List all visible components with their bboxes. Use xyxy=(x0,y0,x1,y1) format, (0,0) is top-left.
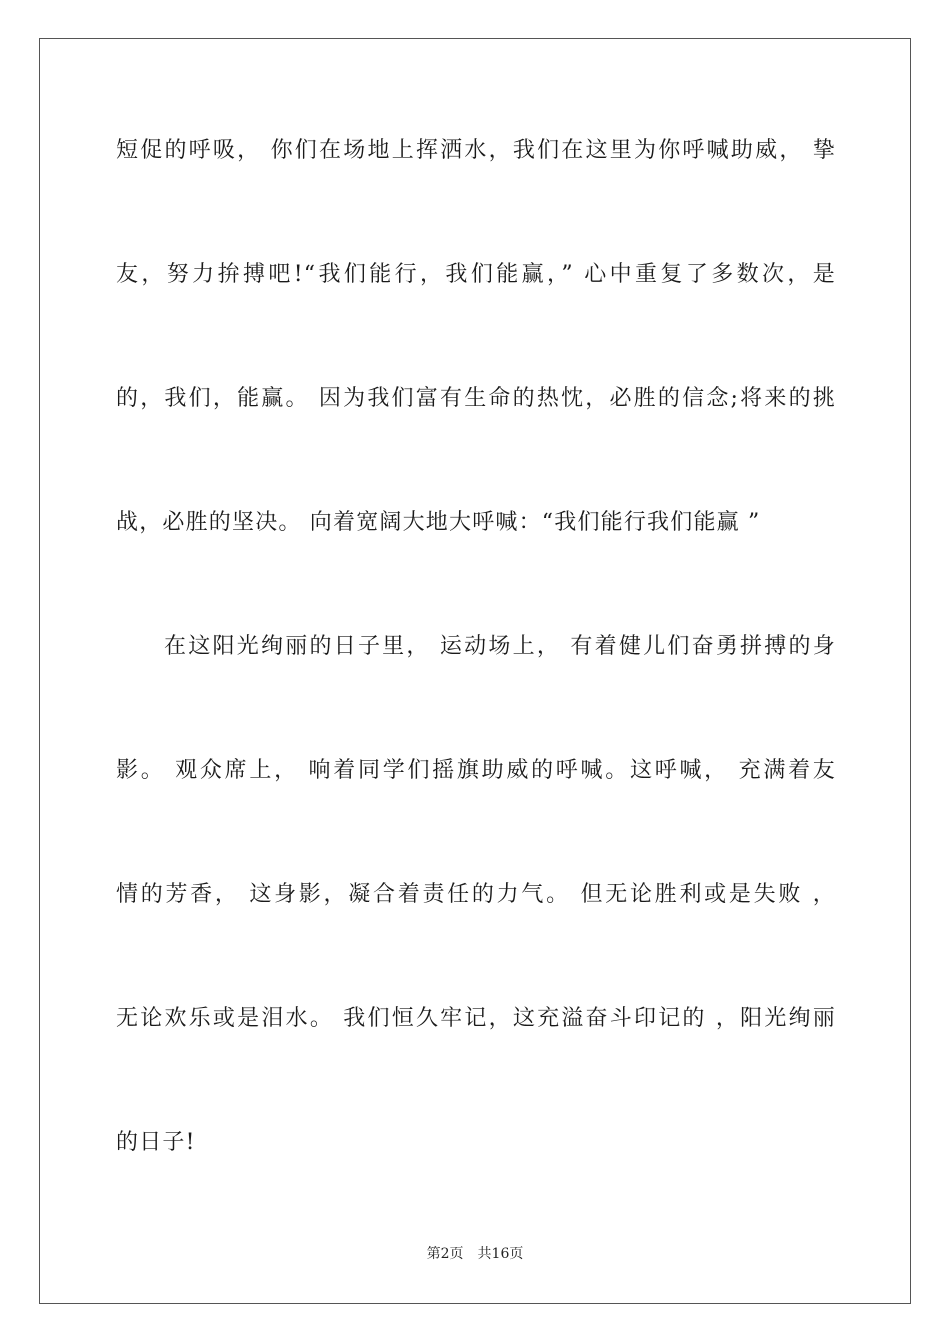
text-line-5: 在这阳光绚丽的日子里， 运动场上， 有着健儿们奋勇拼搏的身 xyxy=(164,634,836,659)
text-line-6: 影。 观众席上， 响着同学们摇旗助威的呼喊。这呼喊， 充满着友 xyxy=(116,758,836,783)
text-line-7: 情的芳香， 这身影，凝合着责任的力气。 但无论胜利或是失败 ， xyxy=(116,882,836,907)
page-number: 第2页 xyxy=(426,1246,464,1262)
text-line-4: 战，必胜的坚决。 向着宽阔大地大呼喊：“我们能行我们能赢 ” xyxy=(116,510,761,535)
text-line-9: 的日子! xyxy=(116,1130,196,1155)
text-line-8: 无论欢乐或是泪水。 我们恒久牢记，这充溢奋斗印记的 ，阳光绚丽 xyxy=(116,1006,836,1031)
text-line-1: 短促的呼吸， 你们在场地上挥洒水，我们在这里为你呼喊助威， 挚 xyxy=(116,138,836,163)
page-footer xyxy=(0,1244,950,1264)
page-frame xyxy=(39,38,911,1304)
page-total: 共16页 xyxy=(477,1246,524,1262)
text-line-3: 的，我们，能赢。 因为我们富有生命的热忱，必胜的信念;将来的挑 xyxy=(116,386,836,411)
text-line-2: 友，努力拚搏吧!“我们能行，我们能赢，” 心中重复了多数次，是 xyxy=(116,262,836,287)
